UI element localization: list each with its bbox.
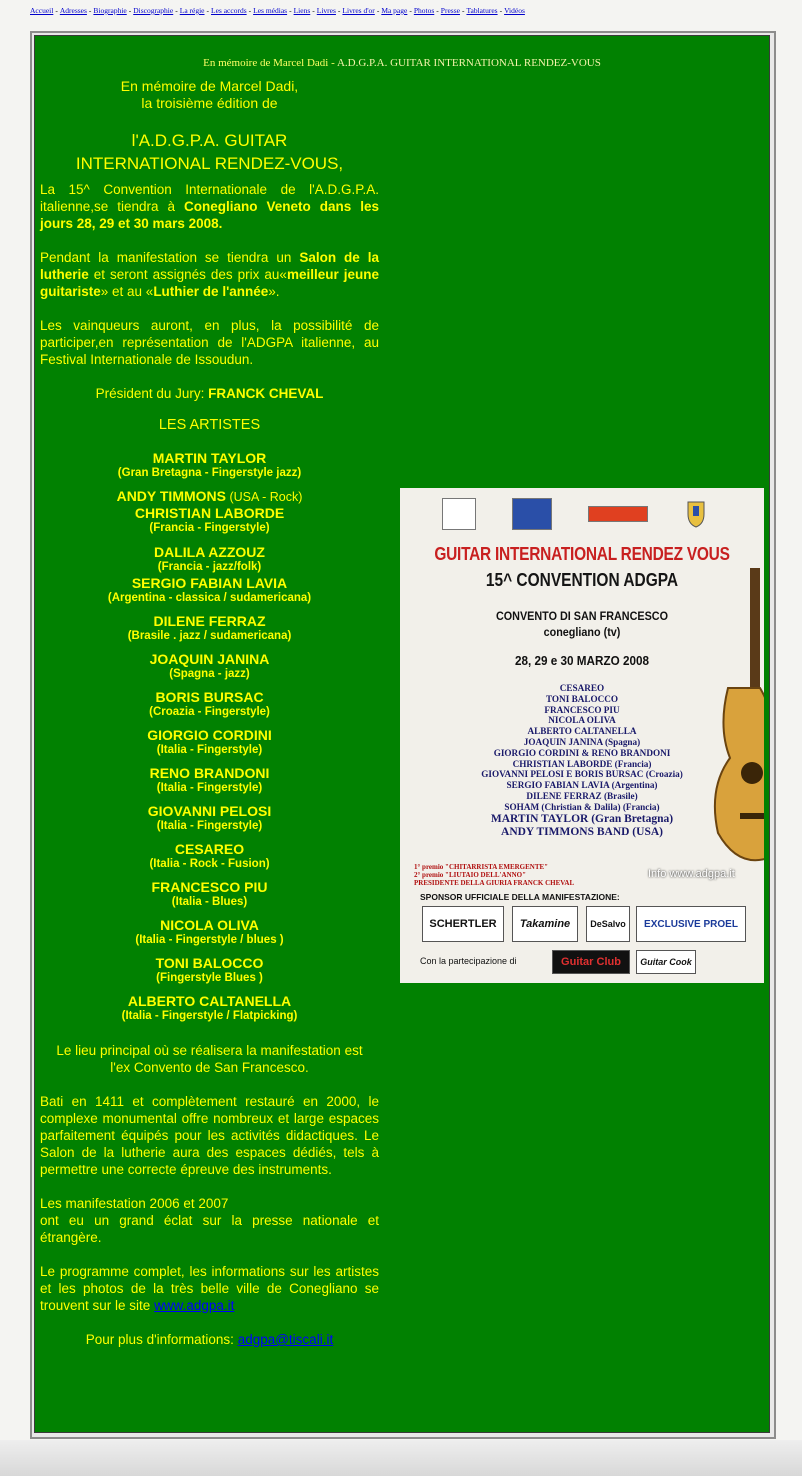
email-link[interactable]: adgpa@tiscali.it <box>237 1332 334 1347</box>
poster-lineup-item: GIOVANNI PELOSI E BORIS BURSAC (Croazia) <box>481 769 683 780</box>
artist-name: ANDY TIMMONS (USA - Rock) <box>116 488 303 504</box>
program-text: Le programme complet, les informations sur les artistes et les photos de la très belle ville de Conegliano se trouvent sur le site <box>40 1264 379 1313</box>
poster-logos <box>400 494 764 536</box>
nav-link-livres-d-or[interactable]: Livres d'or <box>342 6 375 15</box>
adgpa-logo <box>442 498 476 530</box>
sponsor-schertler: SCHERTLER <box>422 906 504 942</box>
nav-separator: - <box>88 6 92 15</box>
nav-separator: - <box>499 6 503 15</box>
artist-info: (Croazia - Fingerstyle) <box>149 706 270 718</box>
artist-entry <box>40 879 379 910</box>
p2-g: ». <box>268 284 280 299</box>
artist-name: FRANCESCO PIU <box>151 879 268 895</box>
artist-name: GIOVANNI PELOSI <box>147 803 272 819</box>
jury-president <box>40 385 379 402</box>
poster-partecipazione: Con la partecipazione di <box>420 956 517 966</box>
artist-info: (Italia - Blues) <box>171 896 248 908</box>
artist-entry <box>40 488 379 505</box>
venue-text <box>40 1042 379 1076</box>
article-column <box>40 78 379 1348</box>
artist-entry <box>40 803 379 834</box>
artist-name: TONI BALOCCO <box>155 955 264 971</box>
poster-lineup-item: NICOLA OLIVA <box>548 715 616 726</box>
artist-info: (Italia - Fingerstyle / blues ) <box>135 934 284 946</box>
poster-title: GUITAR INTERNATIONAL RENDEZ VOUS <box>434 544 730 564</box>
nav-separator: - <box>206 6 210 15</box>
artist-info: (Italia - Fingerstyle) <box>156 744 263 756</box>
nav-separator: - <box>337 6 341 15</box>
intro-line-2: la troisième édition de <box>141 95 278 111</box>
artist-entry <box>40 727 379 758</box>
poster-lineup-item: CESAREO <box>559 683 605 693</box>
artist-entry <box>40 613 379 644</box>
nav-link-tablatures[interactable]: Tablatures <box>466 6 498 15</box>
press-line-1: Les manifestation 2006 et 2007 <box>40 1196 229 1211</box>
press-line-2: ont eu un grand éclat sur la presse nationale et étrangère. <box>40 1213 379 1245</box>
paragraph-convention <box>40 181 379 232</box>
nav-separator: - <box>436 6 439 15</box>
p2-a: Pendant la manifestation se tiendra un <box>40 250 300 265</box>
nav-link-biographie[interactable]: Biographie <box>93 6 127 15</box>
nav-separator: - <box>312 6 315 15</box>
nav-link-la-r-gie[interactable]: La régie <box>179 6 205 15</box>
association-logo <box>512 498 552 530</box>
nav-link-les-accords[interactable]: Les accords <box>211 6 247 15</box>
nav-link-photos[interactable]: Photos <box>413 6 435 15</box>
artist-name: DILENE FERRAZ <box>153 613 266 629</box>
intro-text <box>40 78 379 112</box>
paragraph-press <box>40 1195 379 1246</box>
page-footer-band <box>0 1440 802 1476</box>
artist-name: NICOLA OLIVA <box>160 917 259 933</box>
site-link[interactable]: www.adgpa.it <box>154 1298 235 1313</box>
prize-3: PRESIDENTE DELLA GIURIA FRANCK CHEVAL <box>414 879 575 887</box>
info-label: Pour plus d'informations: <box>85 1332 238 1347</box>
p2-d: meilleur jeune guitariste <box>40 267 379 299</box>
artist-name: MARTIN TAYLOR <box>152 450 267 466</box>
nav-separator: - <box>55 6 58 15</box>
sponsor-exclusive: EXCLUSIVE PROEL <box>636 906 746 942</box>
poster-venue-2: conegliano (tv) <box>543 625 621 639</box>
contact-info <box>40 1331 379 1348</box>
guitar-illustration-icon <box>688 568 764 868</box>
artist-info: (Spagna - jazz) <box>169 668 250 680</box>
nav-link-liens[interactable]: Liens <box>293 6 311 15</box>
paragraph-winners: Les vainqueurs auront, en plus, la possibilité de participer,en représentation de l'ADGPA italienne, au Festival Internationale de Issoudun. <box>40 318 379 367</box>
artist-info: (Fingerstyle Blues ) <box>156 972 263 984</box>
artist-entry <box>40 765 379 796</box>
nav-separator: - <box>409 6 412 15</box>
event-poster <box>400 488 764 983</box>
artist-entry <box>40 993 379 1024</box>
poster-lineup-item: SOHAM (Christian & Dalila) (Francia) <box>504 801 660 812</box>
paragraph-history: Bati en 1411 et complètement restauré en 2000, le complexe monumental offre nombreux et large espaces parfaitement équipés pour les activités didactiques. Le Salon de la lutherie aura des espaces dédiés, tels à permettre une correcte épreuve des instruments. <box>40 1094 379 1177</box>
poster-info: Info www.adgpa.it <box>648 868 735 880</box>
paragraph-salon <box>40 249 379 300</box>
nav-separator: - <box>175 6 178 15</box>
artist-name: RENO BRANDONI <box>149 765 270 781</box>
poster-venue-1: CONVENTO DI SAN FRANCESCO <box>495 609 669 623</box>
poster-headliner: MARTIN TAYLOR (Gran Bretagna) <box>490 812 674 825</box>
poster-dates: 28, 29 e 30 MARZO 2008 <box>515 653 649 668</box>
artist-entry <box>40 450 379 481</box>
artist-info: (Gran Bretagna - Fingerstyle jazz) <box>117 467 302 479</box>
nav-link-discographie[interactable]: Discographie <box>133 6 174 15</box>
artist-info: (USA - Rock) <box>226 490 303 504</box>
artist-name: GIORGIO CORDINI <box>147 727 272 743</box>
poster-lineup-item: SERGIO FABIAN LAVIA (Argentina) <box>506 780 658 791</box>
artist-name: DALILA AZZOUZ <box>154 544 265 560</box>
artists-heading: LES ARTISTES <box>158 417 261 433</box>
artist-name: BORIS BURSAC <box>155 689 264 705</box>
poster-prizes <box>414 863 674 887</box>
poster-lineup-item: FRANCESCO PIU <box>544 704 620 715</box>
poster-headliner: ANDY TIMMONS BAND (USA) <box>501 825 663 838</box>
sponsor-takamine: Takamine <box>512 906 578 942</box>
p2-e: » et au « <box>100 284 154 299</box>
prize-1: 1° premio "CHITARRISTA EMERGENTE" <box>414 863 549 871</box>
p2-c: et seront assignés des prix au« <box>88 267 287 282</box>
artist-name: SERGIO FABIAN LAVIA <box>131 575 288 591</box>
intro-line-1: En mémoire de Marcel Dadi, <box>120 78 299 94</box>
nav-separator: - <box>461 6 465 15</box>
jury-label: Président du Jury: <box>95 386 209 401</box>
artists-list <box>40 450 379 1024</box>
poster-lineup-item: TONI BALOCCO <box>545 693 619 704</box>
p2-f: Luthier de l'année <box>153 284 269 299</box>
artist-info: (Italia - Fingerstyle / Flatpicking) <box>121 1010 298 1022</box>
city-crest-icon <box>686 498 706 528</box>
artist-name: CESAREO <box>174 841 245 857</box>
artist-info: (Brasile . jazz / sudamericana) <box>127 630 292 642</box>
nav-link-adresses[interactable]: Adresses <box>59 6 87 15</box>
heading-prefix: En mémoire de Marcel Dadi - <box>203 57 337 69</box>
artist-name: JOAQUIN JANINA <box>149 651 270 667</box>
artist-entry <box>40 955 379 986</box>
p1-text: La 15^ Convention Internationale de l'A.D.G.P.A. italienne,se tiendra à <box>40 182 379 214</box>
artist-info: (Italia - Fingerstyle) <box>156 820 263 832</box>
nav-separator: - <box>248 6 252 15</box>
nav-link-accueil[interactable]: Accueil <box>30 6 54 15</box>
title-line-2: INTERNATIONAL RENDEZ-VOUS, <box>75 154 344 173</box>
p1-bold: Conegliano Veneto dans les jours 28, 29 et 30 mars 2008. <box>40 199 379 231</box>
artist-entry <box>40 505 379 536</box>
content-frame <box>30 31 776 1439</box>
nav-link-vid-os[interactable]: Vidéos <box>504 6 525 15</box>
title-line-1: l'A.D.G.P.A. GUITAR <box>131 131 288 150</box>
sponsor-logo <box>588 506 648 522</box>
artist-entry <box>40 917 379 948</box>
heading-title: A.D.G.P.A. GUITAR INTERNATIONAL RENDEZ-VOUS <box>336 57 601 69</box>
p2-b: Salon de la lutherie <box>40 250 379 282</box>
artist-name: ALBERTO CALTANELLA <box>127 993 292 1009</box>
page-heading <box>35 57 769 69</box>
artist-info: (Italia - Fingerstyle) <box>156 782 263 794</box>
poster-lineup-item: DILENE FERRAZ (Brasile) <box>526 790 638 801</box>
partner-guitar-club: Guitar Club <box>552 950 630 974</box>
artist-entry <box>40 689 379 720</box>
poster-subtitle: 15^ CONVENTION ADGPA <box>485 570 679 590</box>
venue-line-1: Le lieu principal où se réalisera la manifestation est <box>56 1043 363 1058</box>
nav-link-livres[interactable]: Livres <box>316 6 336 15</box>
poster-lineup-item: GIORGIO CORDINI & RENO BRANDONI <box>493 747 671 758</box>
partner-guitar-cook: Guitar Cook <box>636 950 696 974</box>
nav-link-les-m-dias[interactable]: Les médias <box>253 6 288 15</box>
poster-sponsor-label: SPONSOR UFFICIALE DELLA MANIFESTAZIONE: <box>420 892 620 902</box>
artist-entry <box>40 841 379 872</box>
nav-separator: - <box>376 6 380 15</box>
artist-entry <box>40 544 379 575</box>
nav-link-ma-page[interactable]: Ma page <box>381 6 408 15</box>
artist-info: (Francia - jazz/folk) <box>157 561 262 573</box>
prize-2: 2° premio "LIUTAIO DELL'ANNO" <box>414 871 527 879</box>
poster-lineup-item: ALBERTO CALTANELLA <box>527 726 637 737</box>
poster-lineup-item: CHRISTIAN LABORDE (Francia) <box>512 758 652 769</box>
artist-info: (Argentina - classica / sudamericana) <box>107 592 312 604</box>
jury-name: FRANCK CHEVAL <box>208 386 324 401</box>
sponsor-desalvo: DeSalvo <box>586 906 630 942</box>
venue-line-2: l'ex Convento de San Francesco. <box>110 1060 309 1075</box>
top-navigation <box>30 5 790 17</box>
event-title <box>40 129 379 175</box>
nav-separator: - <box>128 6 132 15</box>
paragraph-program <box>40 1263 379 1314</box>
content-panel <box>34 35 770 1433</box>
artist-name: CHRISTIAN LABORDE <box>134 505 285 521</box>
artist-info: (Francia - Fingerstyle) <box>149 522 270 534</box>
nav-link-presse[interactable]: Presse <box>440 6 460 15</box>
artist-entry <box>40 575 379 606</box>
nav-separator: - <box>289 6 292 15</box>
artist-entry <box>40 651 379 682</box>
artist-info: (Italia - Rock - Fusion) <box>149 858 270 870</box>
poster-lineup-item: JOAQUIN JANINA (Spagna) <box>523 736 641 747</box>
